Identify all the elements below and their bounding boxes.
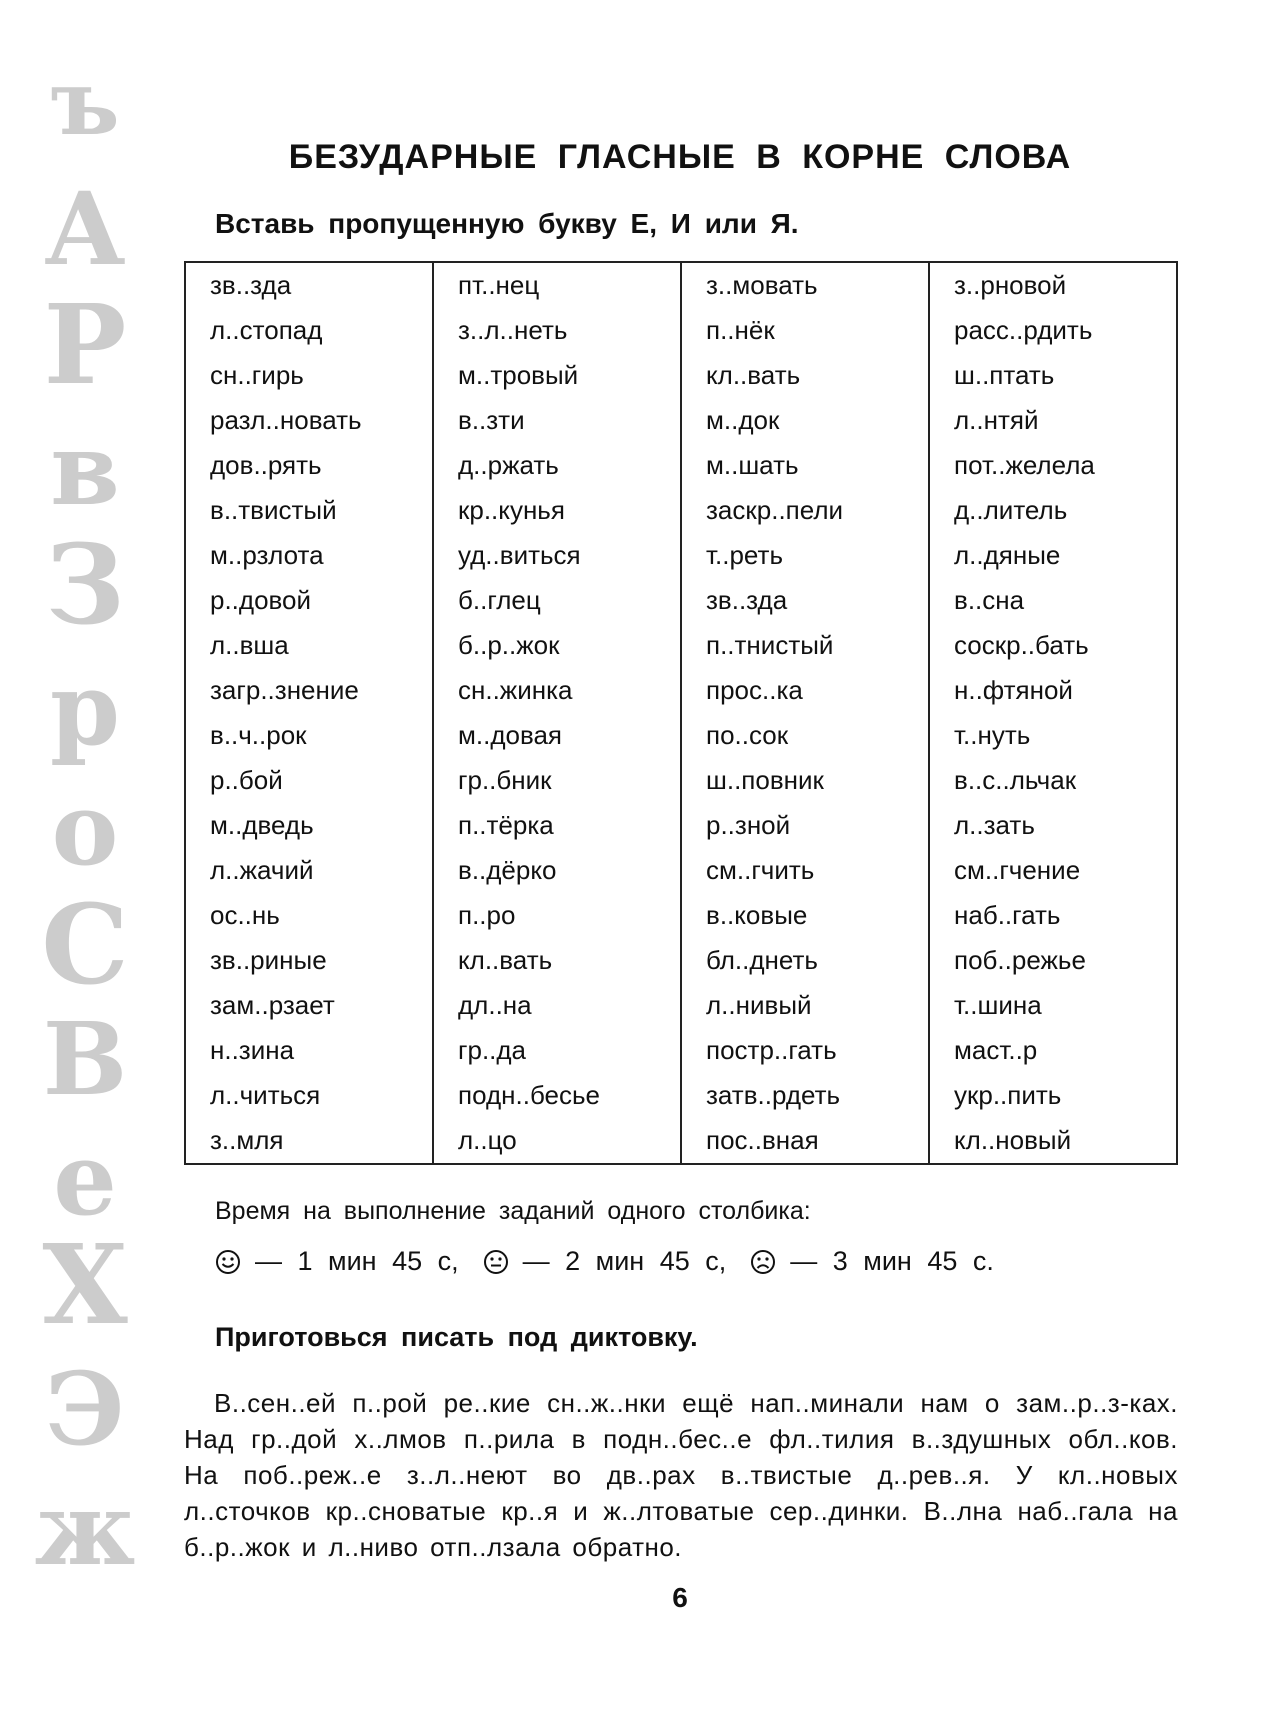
- decor-letter: З: [45, 520, 125, 649]
- sad-face-icon: [750, 1249, 776, 1275]
- decor-letter: Э: [45, 1350, 125, 1468]
- word-cell: л..цо: [433, 1118, 681, 1164]
- word-cell: л..зать: [929, 803, 1177, 848]
- word-cell: маст..р: [929, 1028, 1177, 1073]
- table-row: [185, 668, 1177, 713]
- table-row: [185, 713, 1177, 758]
- word-cell: б..глец: [433, 578, 681, 623]
- word-cell: укр..пить: [929, 1073, 1177, 1118]
- word-cell: ш..птать: [929, 353, 1177, 398]
- decor-letter: Х: [42, 1220, 128, 1349]
- timing-item: — 3 мин 45 с.: [790, 1246, 994, 1276]
- page-number: 6: [672, 1582, 688, 1613]
- word-cell: н..фтяной: [929, 668, 1177, 713]
- word-cell: в..зти: [433, 398, 681, 443]
- table-row: [185, 578, 1177, 623]
- word-cell: по..сок: [681, 713, 929, 758]
- word-cell: ос..нь: [185, 893, 433, 938]
- dictation-heading: Приготовься писать под диктовку.: [215, 1322, 698, 1352]
- timing-item: — 2 мин 45 с,: [522, 1246, 727, 1276]
- word-cell: ш..повник: [681, 758, 929, 803]
- word-cell: б..р..жок: [433, 623, 681, 668]
- word-table: [184, 261, 1178, 1165]
- table-row: [185, 983, 1177, 1028]
- word-cell: уд..виться: [433, 533, 681, 578]
- decorative-alphabet-strip: [20, 40, 150, 1640]
- table-row: [185, 533, 1177, 578]
- word-cell: сн..гирь: [185, 353, 433, 398]
- word-cell: см..гчить: [681, 848, 929, 893]
- table-row: [185, 848, 1177, 893]
- word-cell: р..довой: [185, 578, 433, 623]
- word-cell: заскр..пели: [681, 488, 929, 533]
- table-row: [185, 1073, 1177, 1118]
- word-cell: д..литель: [929, 488, 1177, 533]
- word-cell: пт..нец: [433, 262, 681, 308]
- table-row: [185, 398, 1177, 443]
- word-cell: м..тровый: [433, 353, 681, 398]
- word-cell: р..бой: [185, 758, 433, 803]
- table-row: [185, 1028, 1177, 1073]
- word-cell: пот..желела: [929, 443, 1177, 488]
- word-cell: м..рзлота: [185, 533, 433, 578]
- word-cell: м..шать: [681, 443, 929, 488]
- word-cell: т..шина: [929, 983, 1177, 1028]
- word-cell: пос..вная: [681, 1118, 929, 1164]
- word-cell: зв..риные: [185, 938, 433, 983]
- decor-letter: А: [44, 170, 126, 288]
- table-row: [185, 308, 1177, 353]
- smiling-face-icon: [215, 1249, 241, 1275]
- word-cell: дов..рять: [185, 443, 433, 488]
- dictation-text: В..сен..ей п..рой ре..кие сн..ж..нки ещё нап..минали нам о зам..р..з-ках. Над гр..дой х..лмов п..рила в подн..бес..е фл..тилия в..здушных обл..ков. На поб..реж..е з..л..неют во дв..рах в..твистые д..рев..я. У кл..новых л..сточков кр..сноватые кр..я и ж..лтоватые сер..динки. В..лна наб..гала на б..р..жок и л..ниво отп..лзала обратно.: [184, 1388, 1178, 1562]
- decor-letter: В: [42, 1000, 128, 1118]
- decor-letter: ж: [34, 1470, 136, 1588]
- word-cell: л..дяные: [929, 533, 1177, 578]
- table-row: [185, 443, 1177, 488]
- table-row: [185, 353, 1177, 398]
- word-cell: бл..днеть: [681, 938, 929, 983]
- word-cell: п..тнистый: [681, 623, 929, 668]
- word-cell: сн..жинка: [433, 668, 681, 713]
- word-cell: м..док: [681, 398, 929, 443]
- word-cell: з..мовать: [681, 262, 929, 308]
- timing-label: Время на выполнение заданий одного столбика:: [215, 1197, 811, 1225]
- page-title: БЕЗУДАРНЫЕ ГЛАСНЫЕ В КОРНЕ СЛОВА: [288, 138, 1072, 176]
- word-cell: кл..вать: [681, 353, 929, 398]
- table-row: [185, 262, 1177, 308]
- decor-letter: в: [50, 410, 120, 528]
- word-cell: зв..зда: [681, 578, 929, 623]
- table-row: [185, 1118, 1177, 1164]
- word-cell: т..нуть: [929, 713, 1177, 758]
- word-cell: кл..вать: [433, 938, 681, 983]
- word-cell: гр..бник: [433, 758, 681, 803]
- word-cell: п..тёрка: [433, 803, 681, 848]
- word-cell: н..зина: [185, 1028, 433, 1073]
- table-row: [185, 623, 1177, 668]
- word-cell: в..дёрко: [433, 848, 681, 893]
- word-cell: зам..рзает: [185, 983, 433, 1028]
- word-cell: д..ржать: [433, 443, 681, 488]
- word-cell: наб..гать: [929, 893, 1177, 938]
- table-row: [185, 893, 1177, 938]
- word-cell: м..довая: [433, 713, 681, 758]
- word-cell: л..нивый: [681, 983, 929, 1028]
- word-cell: в..сна: [929, 578, 1177, 623]
- word-cell: кр..кунья: [433, 488, 681, 533]
- word-cell: см..гчение: [929, 848, 1177, 893]
- word-cell: л..читься: [185, 1073, 433, 1118]
- word-cell: л..нтяй: [929, 398, 1177, 443]
- word-cell: в..ч..рок: [185, 713, 433, 758]
- word-cell: кл..новый: [929, 1118, 1177, 1164]
- word-cell: поб..режье: [929, 938, 1177, 983]
- neutral-face-icon: [483, 1249, 509, 1275]
- word-cell: р..зной: [681, 803, 929, 848]
- decor-letter: е: [53, 1120, 117, 1238]
- word-cell: постр..гать: [681, 1028, 929, 1073]
- table-row: [185, 758, 1177, 803]
- word-cell: з..рновой: [929, 262, 1177, 308]
- word-cell: подн..бесье: [433, 1073, 681, 1118]
- decor-letter: р: [50, 650, 120, 768]
- word-cell: разл..новать: [185, 398, 433, 443]
- word-cell: загр..знение: [185, 668, 433, 713]
- word-cell: гр..да: [433, 1028, 681, 1073]
- word-cell: в..с..льчак: [929, 758, 1177, 803]
- table-row: [185, 488, 1177, 533]
- word-cell: прос..ка: [681, 668, 929, 713]
- word-cell: в..твистый: [185, 488, 433, 533]
- decor-letter: ъ: [50, 50, 120, 156]
- word-cell: л..жачий: [185, 848, 433, 893]
- word-cell: л..стопад: [185, 308, 433, 353]
- word-cell: л..вша: [185, 623, 433, 668]
- decor-letter: Р: [43, 280, 127, 409]
- word-cell: з..мля: [185, 1118, 433, 1164]
- table-row: [185, 938, 1177, 983]
- decor-letter: о: [51, 770, 119, 888]
- timing-row: [215, 1246, 1018, 1277]
- word-cell: п..ро: [433, 893, 681, 938]
- word-cell: в..ковые: [681, 893, 929, 938]
- word-cell: расс..рдить: [929, 308, 1177, 353]
- table-row: [185, 803, 1177, 848]
- word-cell: зв..зда: [185, 262, 433, 308]
- word-cell: п..нёк: [681, 308, 929, 353]
- word-cell: т..реть: [681, 533, 929, 578]
- word-cell: затв..рдеть: [681, 1073, 929, 1118]
- task-instruction: Вставь пропущенную букву Е, И или Я.: [215, 208, 799, 239]
- decor-letter: С: [41, 880, 129, 1009]
- timing-item: — 1 мин 45 с,: [255, 1246, 459, 1276]
- word-cell: дл..на: [433, 983, 681, 1028]
- word-cell: з..л..неть: [433, 308, 681, 353]
- word-cell: соскр..бать: [929, 623, 1177, 668]
- word-cell: м..дведь: [185, 803, 433, 848]
